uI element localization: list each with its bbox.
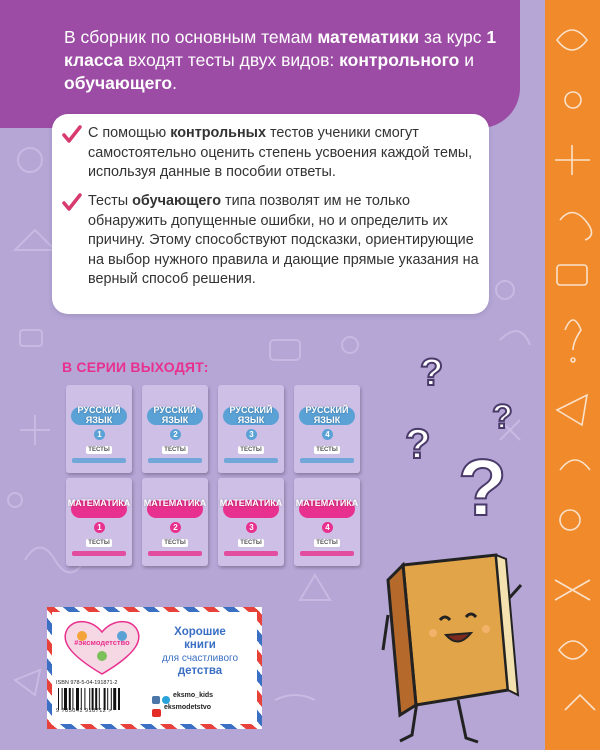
book-grade: 3	[246, 429, 257, 440]
slogan-line: книги	[184, 639, 216, 651]
orange-side-strip	[545, 0, 600, 750]
barcode-bar	[104, 688, 106, 710]
book-cover	[294, 478, 360, 566]
book-grade: 4	[322, 429, 333, 440]
book-title: РУССКИЙ ЯЗЫК	[153, 405, 197, 425]
description-card	[52, 114, 489, 314]
bullet-bold: контрольных	[170, 125, 266, 141]
book-title: РУССКИЙ ЯЗЫК	[305, 405, 349, 425]
book-grade: 2	[170, 429, 181, 440]
book-title: МАТЕМАТИКА	[295, 498, 359, 508]
book-cover	[218, 385, 284, 473]
intro-part: .	[172, 73, 177, 93]
book-grade: 4	[322, 522, 333, 533]
book-tests-label: ТЕСТЫ	[86, 446, 112, 454]
book-strip	[148, 551, 202, 556]
book-title: РУССКИЙ ЯЗЫК	[77, 405, 121, 425]
book-cover	[142, 478, 208, 566]
bullet-part: тестов ученики смогут самостоятельно оценить степень усвоения каждой темы, используя данные в пособии ответы.	[88, 125, 473, 180]
book-strip	[224, 458, 278, 463]
barcode-bar	[92, 688, 94, 710]
book-cover	[218, 478, 284, 566]
intro-bold-control: контрольного	[339, 50, 460, 70]
book-grade: 1	[94, 429, 105, 440]
barcode-bar	[95, 688, 97, 710]
isbn-text: ISBN 978-5-04-191871-2	[56, 680, 118, 686]
bullet-part: типа позволят им не только обнаружить допущенные ошибки, но и определить их причину. Этому способствуют подсказки, ориентирующие на выбор нужного правила и дающие прямые указания на верный способ решения.	[88, 193, 479, 287]
book-title: РУССКИЙ ЯЗЫК	[229, 405, 273, 425]
book-tests-label: ТЕСТЫ	[238, 446, 264, 454]
intro-part: В сборник по основным темам	[64, 27, 313, 47]
barcode-bar	[89, 688, 90, 710]
slogan-line: для счастливого	[161, 653, 239, 664]
publisher-sticker	[47, 607, 262, 729]
bullet-text	[88, 192, 488, 290]
book-tests-label: ТЕСТЫ	[162, 446, 188, 454]
barcode-bar	[64, 688, 67, 710]
slogan-line: Хорошие	[174, 626, 226, 638]
intro-part: за курс	[419, 27, 487, 47]
barcode-bar	[81, 688, 82, 710]
svg-text:?: ?	[458, 443, 507, 520]
book-cover	[66, 385, 132, 473]
book-tests-label: ТЕСТЫ	[314, 446, 340, 454]
book-cover	[294, 385, 360, 473]
book-title: МАТЕМАТИКА	[67, 498, 131, 508]
book-strip	[72, 551, 126, 556]
barcode-bar	[107, 688, 108, 710]
barcode-bar	[72, 688, 73, 710]
svg-text:?: ?	[405, 420, 431, 467]
checkmark-icon	[62, 125, 82, 145]
youtube-icon	[152, 704, 161, 722]
book-strip	[148, 458, 202, 463]
barcode-bar	[113, 688, 116, 710]
barcode-bar	[99, 688, 100, 710]
intro-bold-grade: 1 класса	[64, 27, 497, 70]
intro-bold-math: математики	[317, 27, 420, 47]
barcode-bar	[76, 688, 79, 710]
book-grade: 3	[246, 522, 257, 533]
bullet-text	[88, 124, 488, 183]
bullet-part: Тесты	[88, 193, 133, 209]
social-handle-kids: eksmo_kids	[173, 692, 214, 699]
question-marks-illustration	[400, 340, 540, 520]
barcode-bar	[69, 688, 71, 710]
barcode-bar	[84, 688, 85, 710]
slogan	[152, 626, 248, 678]
book-strip	[72, 458, 126, 463]
series-title: В СЕРИИ ВЫХОДЯТ:	[62, 359, 209, 375]
barcode-bar	[62, 688, 63, 710]
book-strip	[300, 551, 354, 556]
slogan-line: детства	[177, 665, 223, 677]
heart-logo-icon	[58, 616, 146, 678]
book-grade: 2	[170, 522, 181, 533]
book-mascot-illustration	[378, 545, 528, 750]
book-grade: 1	[94, 522, 105, 533]
book-tests-label: ТЕСТЫ	[314, 539, 340, 547]
intro-part: входят тесты двух видов:	[123, 50, 340, 70]
svg-text:?: ?	[420, 352, 444, 394]
book-tests-label: ТЕСТЫ	[86, 539, 112, 547]
book-strip	[224, 551, 278, 556]
barcode-bar	[58, 688, 59, 710]
barcode-bar	[118, 688, 120, 710]
book-title: МАТЕМАТИКА	[219, 498, 283, 508]
intro-part: и	[459, 50, 474, 70]
sticker-body	[52, 612, 257, 724]
book-cover	[66, 478, 132, 566]
intro-text	[64, 26, 504, 95]
logo-text: #эксмодетство	[74, 638, 130, 647]
book-tests-label: ТЕСТЫ	[238, 539, 264, 547]
barcode-bar	[111, 688, 112, 710]
book-cover	[142, 385, 208, 473]
intro-bold-teach: обучающего	[64, 73, 173, 93]
svg-text:?: ?	[492, 398, 513, 436]
book-tests-label: ТЕСТЫ	[162, 539, 188, 547]
barcode	[56, 688, 144, 710]
book-strip	[300, 458, 354, 463]
social-handle-detstvo: eksmodetstvo	[164, 704, 212, 711]
book-title: МАТЕМАТИКА	[143, 498, 207, 508]
bullet-bold: обучающего	[132, 193, 222, 209]
barcode-digits: 9 785041 918712 >	[56, 708, 113, 714]
bullet-part: С помощью	[88, 125, 171, 141]
checkmark-icon	[62, 193, 82, 213]
